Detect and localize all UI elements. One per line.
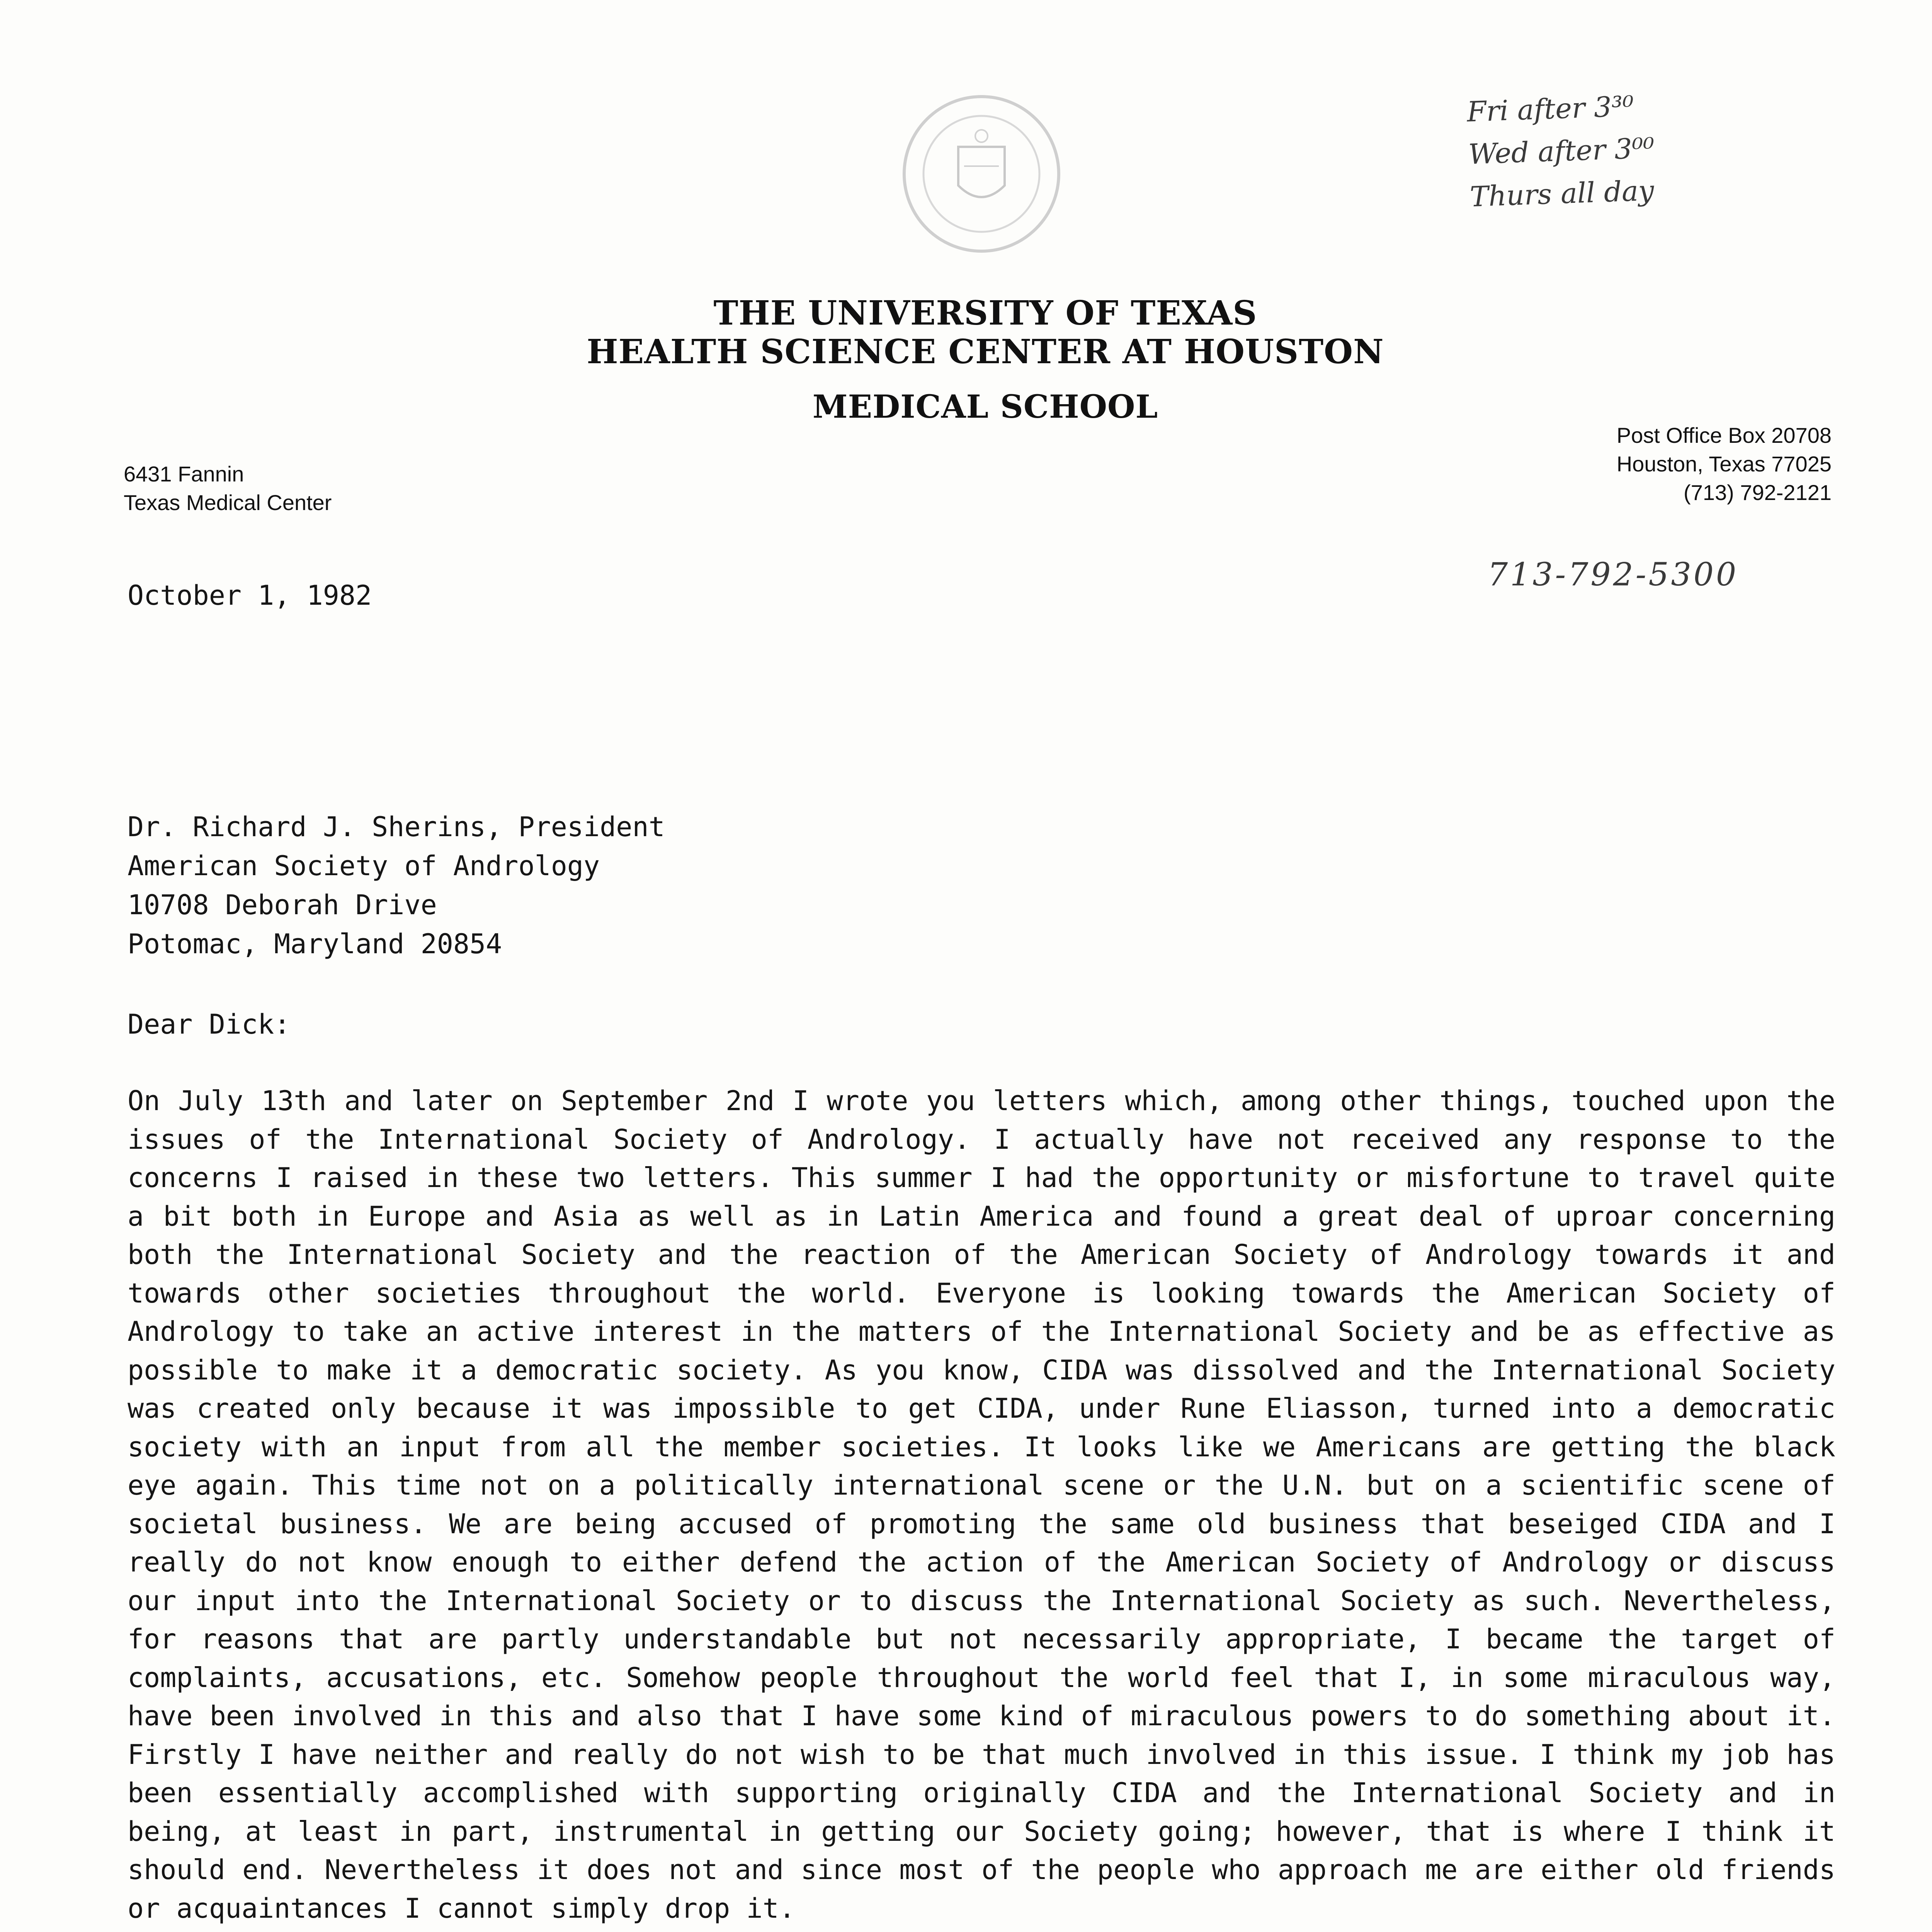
letterhead-school: MEDICAL SCHOOL (812, 388, 1158, 425)
handwritten-line: Wed after 3⁰⁰ (1468, 131, 1655, 171)
recipient-line: 10708 Deborah Drive (128, 889, 437, 921)
recipient-line: Dr. Richard J. Sherins, President (128, 811, 665, 843)
address-line: (713) 792-2121 (1684, 480, 1832, 505)
address-line: Texas Medical Center (124, 490, 332, 515)
letterhead-street-address (124, 460, 332, 517)
recipient-line: Potomac, Maryland 20854 (128, 928, 502, 960)
recipient-line: American Society of Andrology (128, 850, 600, 882)
address-line: Houston, Texas 77025 (1616, 452, 1832, 476)
letterhead-postal-address (1617, 421, 1832, 507)
handwritten-line: Thurs all day (1469, 174, 1655, 213)
handwritten-availability-note (1466, 80, 1787, 218)
letterhead-center: HEALTH SCIENCE CENTER AT HOUSTON (587, 332, 1384, 371)
seal-emblem-icon (900, 93, 1063, 255)
letterhead-university: THE UNIVERSITY OF TEXAS (713, 294, 1257, 333)
university-seal (900, 93, 1063, 255)
handwritten-line: Fri after 3³⁰ (1466, 90, 1634, 128)
salutation: Dear Dick: (128, 1009, 291, 1040)
address-line: 6431 Fannin (124, 462, 244, 486)
address-line: Post Office Box 20708 (1616, 423, 1832, 447)
letter-date: October 1, 1982 (128, 580, 372, 611)
recipient-address-block (128, 808, 665, 964)
body-paragraph-1: On July 13th and later on September 2nd I wrote you letters which, among other things, touched upon the issues of the International Society of Andrology. I actually have not received any response to the concerns I raised in these two letters. This summer I had the opportunity or misfortune to travel quite a bit both in Europe and Asia as well as in Latin America and found a great deal of uproar concerning both the International Society and the reaction of the American Society of Andrology towards it and towards other societies throughout the world. Everyone is looking towards the American Society of Andrology to take an active interest in the matters of the International Society and be as effective as possible to make it a democratic society. As you know, CIDA was dissolved and the International Society was created only because it was impossible to get CIDA, under Rune Eliasson, turned into a democratic society with an input from all the member societies. It looks like we Americans are getting the black eye again. This time not on a politically international scene or the U.N. but on a scientific scene of societal business. We are being accused of promoting the same old business that beseiged CIDA and I really do not know enough to either defend the action of the American Society of Andrology or discuss our input into the International Society or to discuss the International Society as such. Nevertheless, for reasons that are partly understandable but not necessarily appropriate, I became the target of complaints, accusations, etc. Somehow people throughout the world feel that I, in some miraculous way, have been involved in this and also that I have some kind of miraculous powers to do something about it. Firstly I have neither and really do not wish to be that much involved in this issue. I think my job has been essentially accomplished with supporting originally CIDA and the International Society and in being, at least in part, instrumental in getting our Society going; however, that is where I think it should end. Nevertheless it does not and since most of the people who approach me are either old friends or acquaintances I cannot simply drop it. (128, 1085, 1835, 1924)
handwritten-phone-number: 713-792-5300 (1488, 556, 1739, 593)
